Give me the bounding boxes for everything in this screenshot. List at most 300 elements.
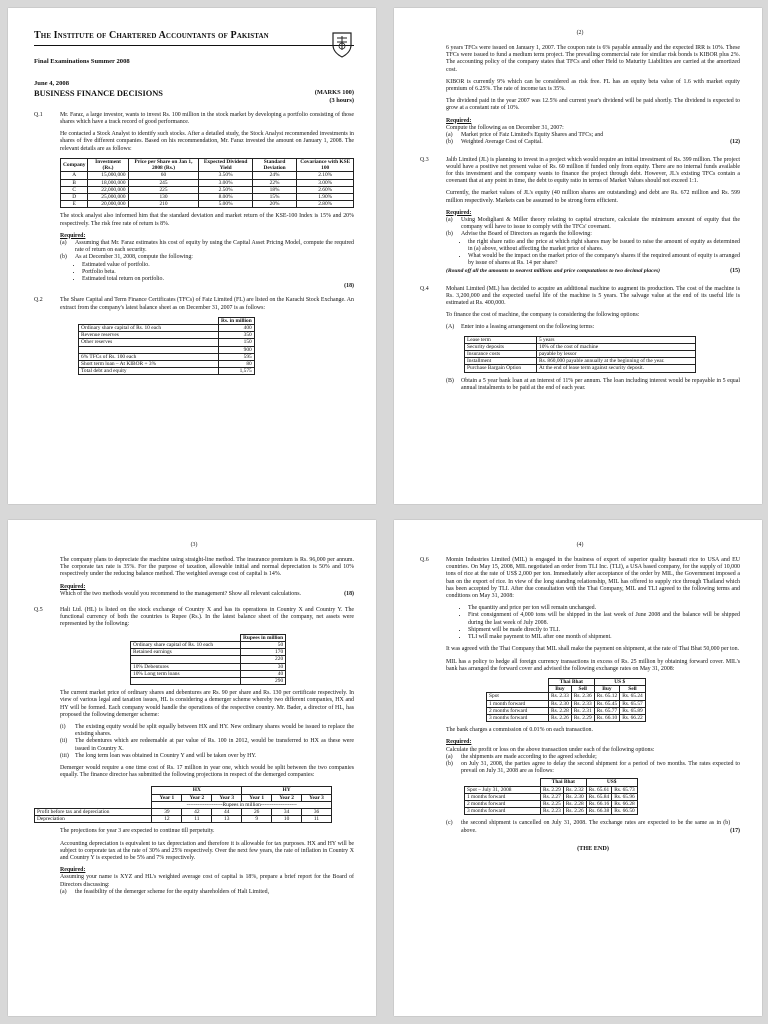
sub-text: As at December 31, 2008, compute the following: — [75, 254, 193, 261]
year-header: Year 3 — [302, 794, 332, 801]
end-marker: (THE END) — [577, 844, 609, 852]
paragraph: Compute the following as on December 31, 2007: — [446, 124, 564, 131]
scheme-item — [60, 724, 354, 738]
sub-question-a — [446, 754, 740, 761]
table-cell: 2.10% — [297, 172, 354, 179]
table-row — [79, 346, 255, 353]
row-label: Short term loan – At KIBOR + 3% — [79, 360, 219, 367]
rate-cell: Rs. 66.50 — [612, 808, 638, 815]
row-value: 220 — [241, 656, 286, 663]
question-number: Q.1 — [34, 111, 43, 118]
sub-label: (b) — [446, 760, 453, 767]
hy-header: HY — [242, 787, 332, 794]
table-row — [465, 365, 696, 372]
question-4-cont — [34, 557, 354, 598]
column-header: Sell — [620, 686, 646, 693]
paragraph: Demerger would require a one time cost of Rs. 17 million in year one, which would be split between the two companies equally. The finance director has submitted the following projections in respect of the demerged companies: — [60, 764, 354, 779]
lease-term-value: payable by lessor — [537, 350, 696, 357]
year-header: Year 2 — [182, 794, 212, 801]
table-cell: D — [61, 193, 88, 200]
table-row — [35, 808, 332, 815]
row-label: Ordinary share capital of Rs. 10 each — [131, 641, 241, 648]
row-value: 150 — [219, 339, 255, 346]
rate-cell: Rs. 65.45 — [594, 700, 620, 707]
bullet-item: • Shipment will be made directly to TLI. — [468, 627, 740, 634]
table-cell: 2.50% — [199, 186, 252, 193]
institute-name: The Institute of Chartered Accountants of Pakistan — [34, 30, 269, 41]
table-row — [79, 360, 255, 367]
row-value: 80 — [219, 360, 255, 367]
paragraph: 6 years TFCs were issued on January 1, 2007. The coupon rate is 6% payable annually and the expected IRR is 10%. These TFCs were issued to fund a medium term project. The prevailing commercial rate for similar risk bonds is KIBOR plus 2%. The accounting policy of the company states that TFCs and other Held to Maturity Liabilities are carried at the amortized cost. — [446, 45, 740, 73]
paragraph: Which of the two methods would you recommend to the management? Show all relevant calculations. — [60, 590, 301, 597]
rate-cell: Rs. 65.96 — [612, 793, 638, 800]
bullet-item: • the right share ratio and the price at which right shares may be issued to raise the amount of equity as determined in (a) above, without affecting the market price of shares. — [468, 239, 740, 253]
required-heading: Required: — [60, 583, 86, 590]
table-cell: 12 — [152, 816, 182, 823]
sub-question-b — [446, 139, 740, 146]
lease-term-label: Lease term — [465, 336, 537, 343]
sub-text: Assuming that Mr. Faraz estimates his cost of equity by using the Capital Asset Pricing Model, compute the required rate of return on each security. — [75, 239, 354, 254]
total-marks: (MARKS 100) — [314, 89, 354, 97]
row-label — [131, 677, 241, 684]
hx-header: HX — [152, 787, 242, 794]
question-number: Q.2 — [34, 297, 43, 304]
table-row — [131, 649, 286, 656]
rate-cell: Rs. 65.61 — [586, 786, 612, 793]
row-label: 10% Long term loans — [131, 670, 241, 677]
rate-cell: Rs. 2.33 — [571, 700, 594, 707]
rounding-note: (Round off all the amounts to nearest millions and price computations to two decimal places) — [446, 268, 661, 275]
subject-title: BUSINESS FINANCE DECISIONS — [34, 89, 163, 99]
rate-cell: Rs. 2.25 — [541, 800, 564, 807]
paragraph: The stock analyst also informed him that the standard deviation and market return of the KSE-100 Index is 15% and 20% respectively. The risk free rate of return is 8%. — [60, 213, 354, 227]
table-row — [35, 816, 332, 823]
page-number: (4) — [576, 542, 584, 548]
expected-rates-table — [464, 778, 638, 815]
required-heading: Required: — [60, 867, 86, 874]
rate-cell: Rs. 2.29 — [541, 786, 564, 793]
year-header: Year 1 — [152, 794, 182, 801]
row-value: 290 — [241, 677, 286, 684]
sub-label: (ii) — [60, 738, 68, 745]
scheme-list — [60, 724, 354, 760]
row-label: Retained earnings — [131, 649, 241, 656]
lease-term-label: Security deposits — [465, 343, 537, 350]
table-row — [79, 332, 255, 339]
usd-header: US$ — [586, 779, 637, 786]
column-header: Buy — [549, 686, 572, 693]
lease-term-label: Installment — [465, 358, 537, 365]
paragraph: Momin Industries Limited (MIL) is engaged in the business of export of superior quality basmati rice to USA and EU countries. On May 15, 2008, MIL negotiated an order from TLI Inc. (TLI), a USA based company, for the supply of 10,000 tons of rice at the rate of US$ 2,000 per ton. Immediately after acceptance of the order by MIL, the Government imposed a ban on the export of rice. In view of the long standing relationship, MIL has offered to supply rice through Thailand which has been accepted by TLI. After due consultation with the Thai Company, MIL and TLI agreed to the following terms and conditions on May 31, 2008: — [446, 557, 740, 600]
question-number: Q.3 — [420, 156, 429, 163]
row-label: Spot — [487, 693, 549, 700]
bullet-list — [82, 262, 354, 284]
table-row — [61, 179, 354, 186]
option-a — [446, 324, 740, 331]
required-heading: Required: — [446, 209, 472, 216]
table-cell: 3.50% — [199, 172, 252, 179]
table-cell: 25,000,000 — [88, 193, 128, 200]
table-row — [487, 700, 646, 707]
sub-label: (a) — [60, 239, 67, 246]
sub-question-b — [446, 231, 740, 238]
table-row — [465, 350, 696, 357]
table-row — [465, 793, 638, 800]
page-2 — [394, 8, 762, 504]
paragraph: The company plans to depreciate the machine using straight-line method. The insurance premium is Rs. 96,000 per annum. The corporate tax rate is 35%. For the purpose of taxation, allowable initial and normal depreciation is 50% and 10% respectively under the reducing balance method. The weighted average cost of capital is 14%. — [60, 557, 354, 578]
table-cell: 3.00% — [199, 179, 252, 186]
sub-label: (B) — [446, 377, 454, 384]
table-cell: 1.90% — [297, 193, 354, 200]
table-cell: 245 — [128, 179, 199, 186]
row-value: 40 — [241, 670, 286, 677]
paragraph: Accounting depreciation is equivalent to tax depreciation and therefore it is allowable for tax purposes. HX and HY will be subject to corporate tax at the rate of 30% and 25% respectively. Over the next few years, the rate of inflation in Country X and Country Y is expected to be 5% and 7% respectively. — [60, 840, 354, 861]
rate-cell: Rs. 66.16 — [586, 800, 612, 807]
sub-label: (A) — [446, 324, 455, 331]
table-row — [465, 358, 696, 365]
column-header: Company — [61, 158, 88, 171]
table-cell: 5.00% — [199, 201, 252, 208]
question-3 — [420, 157, 740, 276]
rate-cell: Rs. 65.57 — [620, 700, 646, 707]
question-marks: (18) — [344, 590, 354, 597]
bullet-item: • First consignment of 4,000 tons will be shipped in the last week of June 2008 and the balance will be shipped during the last week of July 2008. — [468, 612, 740, 626]
table-row — [465, 786, 638, 793]
table-row — [465, 336, 696, 343]
row-label: 3 months forward — [487, 714, 549, 721]
column-header: Sell — [571, 686, 594, 693]
table-cell: 20% — [252, 201, 297, 208]
lease-term-value: At the end of lease term against security deposit. — [537, 365, 696, 372]
paragraph: Calculate the profit or loss on the above transaction under each of the following options: — [446, 746, 655, 753]
question-number: Q.6 — [420, 557, 429, 564]
row-label: Spot – July 31, 2008 — [465, 786, 541, 793]
row-label: Ordinary share capital of Rs. 10 each — [79, 324, 219, 331]
column-header: Covariance with KSE 100 — [297, 158, 354, 171]
table-cell: 20,000,000 — [88, 201, 128, 208]
rate-cell: Rs. 2.31 — [571, 707, 594, 714]
bullet-item: • What would be the impact on the market price of the company's shares if the required amount of equity is arranged by issue of shares at Rs. 14 per share? — [468, 253, 740, 267]
sub-label: (b) — [446, 139, 453, 146]
scheme-item — [60, 753, 354, 760]
year-header: Year 3 — [212, 794, 242, 801]
rate-cell: Rs. 65.84 — [586, 793, 612, 800]
option-b — [446, 378, 740, 392]
paragraph: The Share Capital and Term Finance Certificates (TFCs) of Faiz Limited (FL) are listed on the Karachi Stock Exchange. An extract from the company's latest balance sheet as on December 31, 2007 is as follows: — [60, 297, 354, 311]
row-value: 30 — [241, 663, 286, 670]
required-row — [60, 591, 354, 598]
sub-text: Enter into a leasing arrangement on the following terms: — [461, 324, 595, 331]
row-label: 3 months forward — [465, 808, 541, 815]
projections-table — [34, 786, 332, 823]
sub-question-b — [446, 761, 740, 775]
rate-cell: Rs. 2.30 — [549, 700, 572, 707]
bullet-list — [468, 239, 740, 268]
year-header: Year 2 — [272, 794, 302, 801]
table-row — [61, 201, 354, 208]
table-row — [131, 663, 286, 670]
sub-label: (iii) — [60, 752, 69, 759]
column-header: Standard Deviation — [252, 158, 297, 171]
lease-term-value: 10% of the cost of machine — [537, 343, 696, 350]
usd-header: US $ — [594, 678, 645, 685]
sub-text: on July 31, 2008, the parties agree to delay the second shipment for a period of two months. The rates expected to prevail on July 31, 2008 are as follows: — [461, 760, 740, 775]
lease-terms-table — [464, 336, 696, 373]
table-row — [131, 670, 286, 677]
sub-label: (a) — [446, 753, 453, 760]
bullet-item: • Estimated value of portfolio. — [82, 262, 354, 269]
balance-sheet-table — [78, 317, 255, 376]
table-row — [131, 656, 286, 663]
rate-cell: Rs. 66.22 — [620, 714, 646, 721]
exchange-rates-table — [486, 678, 646, 722]
table-row — [465, 343, 696, 350]
rate-cell: Rs. 2.36 — [571, 693, 594, 700]
table-cell: 15% — [252, 193, 297, 200]
thai-bhat-header: Thai Bhat — [549, 678, 595, 685]
sub-question-c — [446, 820, 740, 834]
row-label: 10% Debentures — [131, 663, 241, 670]
sub-label: (a) — [60, 888, 67, 895]
rate-cell: Rs. 2.29 — [571, 714, 594, 721]
rate-cell: Rs. 2.26 — [563, 808, 586, 815]
sub-question-a — [446, 217, 740, 231]
paragraph: It was agreed with the Thai Company that MIL shall make the payment on shipment, at the rate of Thai Bhat 50,000 per ton. — [446, 646, 740, 653]
row-value: 595 — [219, 353, 255, 360]
sub-question-a — [60, 240, 354, 254]
sub-text: The long term loan was obtained in Country Y and will be taken over by HY. — [75, 752, 257, 759]
lease-term-value: 5 years — [537, 336, 696, 343]
year-header: Year 1 — [242, 794, 272, 801]
table-cell: A — [61, 172, 88, 179]
table-cell: 42 — [182, 808, 212, 815]
question-4 — [420, 286, 740, 392]
rate-cell: Rs. 66.10 — [594, 714, 620, 721]
rate-cell: Rs. 65.12 — [594, 693, 620, 700]
sub-label: (b) — [446, 231, 453, 238]
exam-date: June 4, 2008 — [34, 80, 69, 88]
row-label: 2 months forward — [487, 707, 549, 714]
rate-cell: Rs. 2.23 — [541, 808, 564, 815]
sub-text: the feasibility of the demerger scheme for the equity shareholders of Hali Limited, — [75, 888, 270, 895]
rate-cell: Rs. 2.28 — [549, 707, 572, 714]
question-marks: (17) — [730, 827, 740, 834]
page-number: (2) — [576, 30, 584, 36]
table-cell: 22% — [252, 179, 297, 186]
question-1 — [34, 112, 354, 290]
bullet-item: • Portfolio beta. — [82, 269, 354, 276]
column-header: Rupees in million — [241, 634, 286, 641]
table-row — [61, 172, 354, 179]
paragraph: Hali Ltd. (HL) is listed on the stock exchange of Country X and has its operations in Country X and Country Y. The functional currency of both the countries is Rupee (Rs.). In the latest balance sheet of the company, net assets were represented by the following: — [60, 607, 354, 628]
rate-cell: Rs. 2.32 — [563, 786, 586, 793]
table-cell: 11 — [302, 816, 332, 823]
column-header: Rs. in million — [219, 317, 255, 324]
rate-cell: Rs. 66.28 — [612, 800, 638, 807]
question-number: Q.4 — [420, 285, 429, 292]
sub-text: Market price of Faiz Limited's Equity Shares and TFCs; and — [461, 132, 604, 139]
row-value: 50 — [241, 641, 286, 648]
table-cell: 18% — [252, 186, 297, 193]
sub-text: the second shipment is cancelled on July 31, 2008. The exchange rates are expected to be the same as in (b) above. — [461, 820, 731, 834]
row-label — [79, 346, 219, 353]
question-marks: (18) — [344, 283, 354, 290]
row-value: 400 — [219, 324, 255, 331]
portfolio-table — [60, 158, 354, 208]
question-2-cont — [420, 45, 740, 146]
paragraph: MIL has a policy to hedge all foreign currency transactions in excess of Rs. 25 million by obtaining forward cover. MIL's bank has arranged the forward cover and advised the following exchange rates on May 31, 2008: — [446, 658, 740, 672]
table-row — [79, 368, 255, 375]
paragraph: The dividend paid in the year 2007 was 12.5% and current year's dividend will be paid shortly. The dividend is expected to grow at a constant rate of 10%. — [446, 98, 740, 112]
row-label: Profit before tax and depreciation — [35, 808, 152, 815]
page-3 — [8, 520, 376, 1016]
rate-cell: Rs. 65.77 — [594, 707, 620, 714]
table-cell: C — [61, 186, 88, 193]
table-row — [131, 677, 286, 684]
table-row — [79, 339, 255, 346]
paragraph: Currently, the market values of JL's equity (40 million shares are outstanding) and debt are Rs. 672 million and Rs. 599 million respectively. Markets can be assumed to be strong form efficient. — [446, 190, 740, 204]
paragraph: The bank charges a commission of 0.01% on each transaction. — [446, 727, 593, 734]
rate-cell: Rs. 2.30 — [563, 793, 586, 800]
row-label: 2 months forward — [465, 800, 541, 807]
table-cell: 2.60% — [297, 186, 354, 193]
sub-text: Advise the Board of Directors as regards the following: — [461, 231, 592, 238]
table-cell: 60 — [128, 172, 199, 179]
required-heading: Required: — [446, 117, 472, 124]
question-2 — [34, 297, 354, 375]
paragraph: Mr. Faraz, a large investor, wants to invest Rs. 100 million in the stock market by developing a portfolio consisting of those shares which have a track record of good performance. — [60, 111, 354, 126]
question-marks: (15) — [730, 268, 740, 275]
thai-bhat-header: Thai Bhat — [541, 779, 587, 786]
paragraph: The current market price of ordinary shares and debentures are Rs. 90 per share and Rs. 130 per certificate respectively. In view of various legal and taxation issues, HL is considering a demerger scheme whereby two different companies, HX and HY will be formed. Each company would handle the operations of the respective country. Mr. Bader, a director of HL, has proposed the following demerger scheme: — [60, 690, 354, 718]
table-row — [465, 800, 638, 807]
question-5 — [34, 607, 354, 784]
sub-text: Obtain a 5 year bank loan at an interest of 11% per annum. The loan including interest would be repayable in 5 equal annual instalments to be paid at the end of each year. — [461, 377, 740, 391]
bullet-item: • TLI will make payment to MIL after one month of shipment. — [468, 634, 740, 641]
row-value: 900 — [219, 346, 255, 353]
sub-text: Using Modigliani & Miller theory relating to capital structure, calculate the minimum amount of equity that the company will have to issue to comply with the TFCs' covenant. — [461, 216, 740, 231]
rate-cell: Rs. 2.33 — [549, 693, 572, 700]
net-assets-table — [130, 634, 286, 685]
row-value: 170 — [241, 649, 286, 656]
question-6 — [420, 557, 740, 852]
sub-label: (a) — [446, 132, 453, 139]
scheme-item — [60, 738, 354, 752]
sub-question-b — [60, 254, 354, 261]
table-cell: 22,000,000 — [88, 186, 128, 193]
sub-label: (i) — [60, 723, 66, 730]
table-cell: 26 — [242, 808, 272, 815]
table-row — [131, 641, 286, 648]
rate-cell: Rs. 65.24 — [620, 693, 646, 700]
table-cell: B — [61, 179, 88, 186]
table-cell: 10 — [272, 816, 302, 823]
paragraph: The projections for year 3 are expected to continue till perpetuity. — [60, 828, 215, 835]
bullet-item: • Estimated total return on portfolio. — [82, 276, 354, 283]
required-heading: Required: — [446, 739, 472, 746]
table-cell: 210 — [128, 201, 199, 208]
page-1 — [8, 8, 376, 504]
header-rule — [34, 45, 354, 46]
table-cell: 34 — [272, 808, 302, 815]
table-cell: 15,000,000 — [88, 172, 128, 179]
table-cell: 13 — [212, 816, 242, 823]
table-cell: 36 — [302, 808, 332, 815]
page-4 — [394, 520, 762, 1016]
duration: (3 hours) — [329, 97, 354, 105]
lease-term-label: Purchase Bargain Option — [465, 365, 537, 372]
sub-question-a — [60, 889, 354, 896]
table-cell: 24% — [252, 172, 297, 179]
table-cell: 9 — [242, 816, 272, 823]
question-number: Q.5 — [34, 607, 43, 614]
row-label: 1 months forward — [465, 793, 541, 800]
paragraph: He contacted a Stock Analyst to identify such stocks. After a detailed study, the Stock Analyst recommended investments in shares of five different companies. Based on his recommendation, Mr. Faraz invested the amount on January 1, 2008. The relevant details are as follows: — [60, 131, 354, 152]
page-number: (3) — [190, 542, 198, 548]
lease-term-label: Insurance costs — [465, 350, 537, 357]
sub-text: The debentures which are redeemable at par value of Rs. 100 in 2012, would be transferred to HX as these were issued in Country X. — [75, 738, 354, 752]
sub-text: the shipments are made according to the agreed schedule; — [461, 753, 597, 760]
table-cell: 2.80% — [297, 201, 354, 208]
table-row — [487, 693, 646, 700]
table-cell: 3.00% — [297, 179, 354, 186]
institute-crest-icon — [330, 30, 354, 58]
table-cell: 18,000,000 — [88, 179, 128, 186]
column-header: Expected Dividend Yield — [199, 158, 252, 171]
table-cell: 225 — [128, 186, 199, 193]
sub-text: Weighted Average Cost of Capital. — [461, 139, 543, 146]
table-row — [465, 808, 638, 815]
table-cell: 8.00% — [199, 193, 252, 200]
paragraph: Assuming your name is XYZ and HL's weighted average cost of capital is 18%, prepare a brief report for the Board of Directors discussing: — [60, 874, 354, 888]
sub-label: (b) — [60, 254, 67, 261]
sub-label: (c) — [446, 820, 453, 827]
row-label: Depreciation — [35, 816, 152, 823]
lease-term-value: Rs. 860,000 payable annually at the beginning of the year. — [537, 358, 696, 365]
exam-title: Final Examinations Summer 2008 — [34, 58, 130, 66]
table-cell: 11 — [182, 816, 212, 823]
row-label — [131, 656, 241, 663]
rate-cell: Rs. 65.73 — [612, 786, 638, 793]
unit-row: --------------------Rupees in million-------------------- — [152, 801, 332, 808]
column-header: Price per Share on Jan 1, 2008 (Rs.) — [128, 158, 199, 171]
bullet-list — [468, 605, 740, 641]
required-heading: Required: — [60, 232, 86, 239]
row-label: 1 month forward — [487, 700, 549, 707]
row-label: Revenue reserves — [79, 332, 219, 339]
table-row — [79, 324, 255, 331]
paragraph: Mohani Limited (ML) has decided to acquire an additional machine to augment its production. The cost of the machine is Rs. 3,200,000 and the expected useful life of the machine is 5 years. The salvage value at the end of its useful life is estimated at Rs. 400,000. — [446, 285, 740, 306]
subject-row — [34, 89, 354, 105]
column-header: Buy — [594, 686, 620, 693]
table-row — [61, 186, 354, 193]
note-row — [446, 268, 740, 275]
row-label: Total debt and equity — [79, 368, 219, 375]
table-row — [79, 353, 255, 360]
rate-cell: Rs. 2.28 — [563, 800, 586, 807]
marks-hours — [315, 89, 354, 105]
row-value: 1,575 — [219, 368, 255, 375]
table-row — [487, 707, 646, 714]
sub-label: (a) — [446, 216, 453, 223]
rate-cell: Rs. 65.89 — [620, 707, 646, 714]
row-label: 6% TFCs of Rs. 100 each — [79, 353, 219, 360]
question-marks: (12) — [730, 139, 740, 146]
bullet-item: • The quantity and price per ton will remain unchanged. — [468, 605, 740, 612]
sub-text: The existing equity would be split equally between HX and HY. New ordinary shares would be issued to replace the existing shares. — [75, 723, 354, 738]
column-header: Investment (Rs.) — [88, 158, 128, 171]
table-row — [487, 714, 646, 721]
